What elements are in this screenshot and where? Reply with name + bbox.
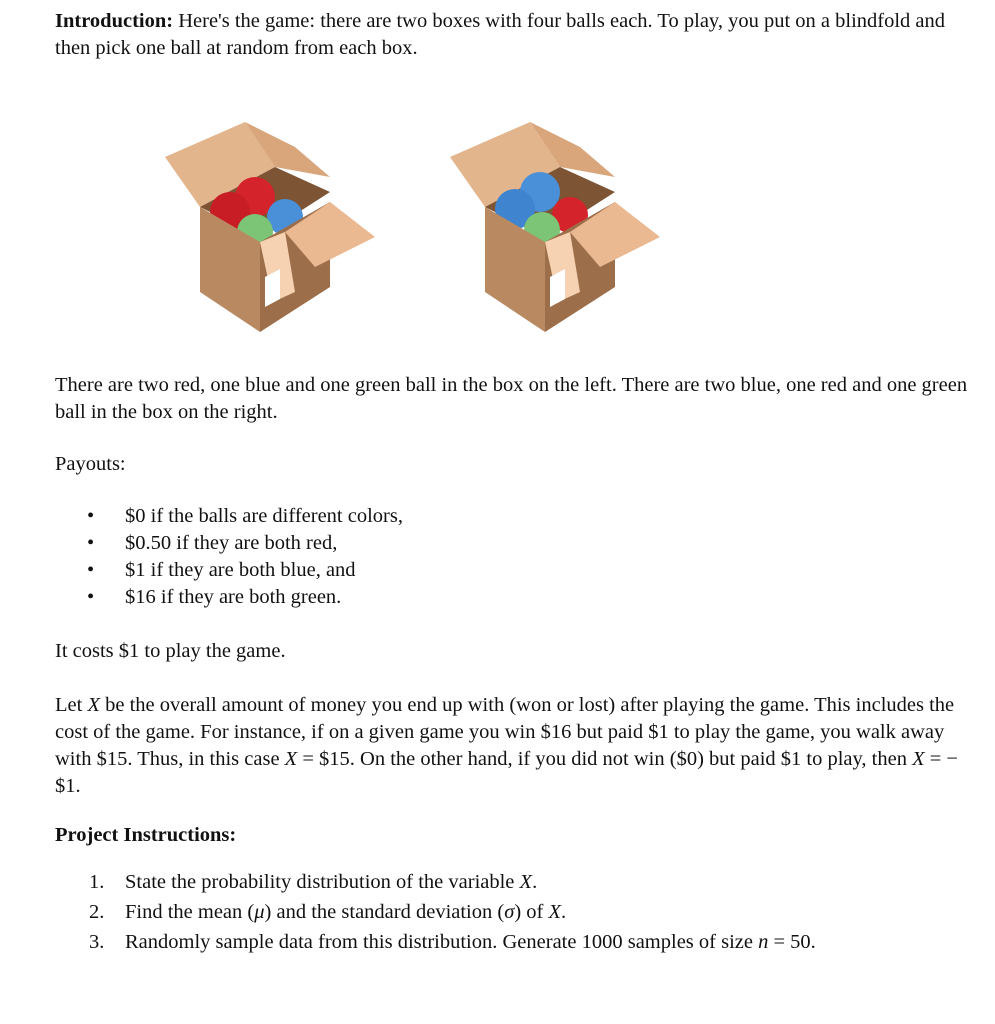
instructions-list <box>55 867 970 957</box>
payout-text: $16 if they are both green. <box>125 586 342 608</box>
instruction-item <box>55 897 970 927</box>
instruction-text: Randomly sample data from this distribution. Generate 1000 samples of size <box>125 931 759 953</box>
payout-item <box>55 557 970 584</box>
payout-text: $0 if the balls are different colors, <box>125 505 403 527</box>
instruction-var: n <box>758 931 769 953</box>
payout-item <box>55 503 970 530</box>
boxes-figure <box>55 62 970 362</box>
instruction-text: . <box>561 901 567 923</box>
right-box-illustration <box>440 117 680 347</box>
payouts-heading: Payouts: <box>55 453 126 475</box>
project-instructions-heading: Project Instructions: <box>55 824 237 846</box>
instruction-item <box>55 927 970 957</box>
instruction-text: = 50. <box>768 931 816 953</box>
payout-item <box>55 584 970 611</box>
var-x: X <box>284 748 298 770</box>
payouts-list <box>55 503 970 611</box>
instruction-number: 3. <box>89 931 105 953</box>
bullet-icon: • <box>87 505 95 527</box>
instruction-var: μ <box>254 901 265 923</box>
instruction-number: 2. <box>89 901 105 923</box>
instruction-text: ) and the standard deviation ( <box>264 901 505 923</box>
intro-label: Introduction: <box>55 10 174 32</box>
var-x: X <box>87 694 100 716</box>
intro-paragraph <box>55 8 970 62</box>
bullet-icon: • <box>87 586 95 608</box>
payout-text: $0.50 if they are both red, <box>125 532 338 554</box>
instruction-var: X <box>519 871 533 893</box>
cost-statement: It costs $1 to play the game. <box>55 640 286 662</box>
left-box-illustration <box>155 117 395 347</box>
document-page <box>55 8 970 957</box>
var-def-text: Let <box>55 694 88 716</box>
instruction-text: Find the mean ( <box>125 901 255 923</box>
instruction-text: . <box>532 871 538 893</box>
bullet-icon: • <box>87 532 95 554</box>
instruction-var: σ <box>504 901 515 923</box>
var-def-text: = −$1. <box>55 748 958 797</box>
instruction-text: ) of <box>514 901 549 923</box>
payout-text: $1 if they are both blue, and <box>125 559 356 581</box>
bullet-icon: • <box>87 559 95 581</box>
instruction-item <box>55 867 970 897</box>
instruction-text: State the probability distribution of the variable <box>125 871 520 893</box>
variable-definition <box>55 692 970 800</box>
instruction-var: X <box>548 901 562 923</box>
var-def-text: be the overall amount of money you end up with (won or lost) after playing the game. This includes the cost of the game. For instance, if on a given game you win $16 but paid $1 to play the game, you walk away with $15. Thus, in this case <box>55 694 955 770</box>
var-x: X <box>912 748 925 770</box>
intro-text: Here's the game: there are two boxes with four balls each. To play, you put on a blindfold and then pick one ball at random from each box. <box>55 10 946 59</box>
instruction-number: 1. <box>89 871 105 893</box>
var-def-text: = $15. On the other hand, if you did not win ($0) but paid $1 to play, then <box>297 748 913 770</box>
payout-item <box>55 530 970 557</box>
boxes-description: There are two red, one blue and one green ball in the box on the left. There are two blue, one red and one green ball in the box on the right. <box>55 374 968 423</box>
